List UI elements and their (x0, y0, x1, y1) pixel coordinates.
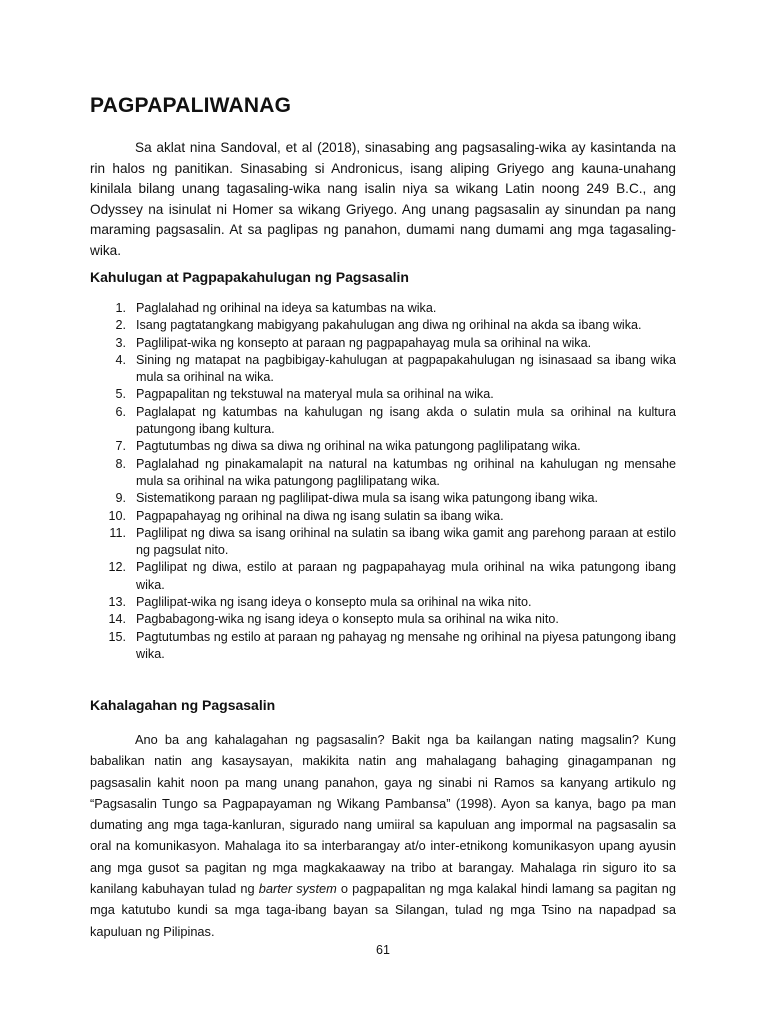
list-item-text: Paglalahad ng pinakamalapit na natural na katumbas ng orihinal na kahulugan ng mensahe mula sa orihinal na wika patungong paglilipatang wika. (136, 456, 676, 488)
section-heading-kahalagahan: Kahalagahan ng Pagsasalin (90, 697, 276, 713)
section-heading-kahulugan: Kahulugan at Pagpapakahulugan ng Pagsasalin (90, 269, 409, 285)
kahalagahan-paragraph (90, 729, 676, 942)
list-item (90, 404, 676, 439)
page-title: PAGPAPALIWANAG (90, 94, 292, 117)
list-item-number: 14. (108, 612, 126, 627)
list-item-number: 6. (115, 404, 126, 419)
list-item-text: Paglilipat ng diwa sa isang orihinal na sulatin sa ibang wika gamit ang parehong paraan at estilo ng pagsulat nito. (136, 525, 676, 558)
list-item-number: 2. (115, 318, 126, 333)
list-item-number: 5. (115, 387, 126, 402)
paragraph-text-continued: o pagpapalitan ng mga kalakal hindi lamang sa pagitan ng mga katutubo kundi sa mga taga-ibang bayan sa Silangan, tulad ng mga Tsino na napadpad sa kapuluan ng Pilipinas. (90, 881, 676, 939)
list-item (90, 508, 676, 525)
list-item (90, 335, 676, 352)
list-item-text: Paglalapat ng katumbas na kahulugan ng isang akda o sulatin mula sa orihinal na kultura patungong ibang kultura. (136, 404, 676, 437)
page-number: 61 (376, 943, 390, 957)
paragraph-text: Ano ba ang kahalagahan ng pagsasalin? Bakit nga ba kailangan nating magsalin? Kung babalikan natin ang kasaysayan, makikita natin ang mahalagang bahaging ginagampanan ng pagsasalin kahit noon pa mang unang panahon, gaya ng sinabi ni Ramos sa kanyang artikulo ng “Pagsasalin Tungo sa Pagpapayaman ng Wikang Pambansa” (1998). Ayon sa kanya, bago pa man dumating ang mga taga-kanluran, sigurado nang umiiral sa kapuluan ang impormal na pagsasalin sa oral na komunikasyon. Mahalaga ito sa interbarangay at/o inter-etnikong komunikasyon upang ayusin ang mga gusot sa pagitan ng mga magkakaaway na tribo at barangay. Mahalaga rin siguro ito sa kanilang kabuhayan tulad ng (90, 732, 676, 897)
list-item-text: Paglilipat ng diwa, estilo at paraan ng pagpapahayag mula orihinal na wika patungong ibang wika. (136, 560, 676, 592)
list-item-number: 3. (115, 335, 126, 350)
list-item (90, 438, 676, 455)
list-item (90, 490, 676, 507)
definitions-list (90, 300, 676, 663)
list-item-number: 12. (108, 560, 126, 575)
list-item (90, 386, 676, 403)
list-item-text: Sistematikong paraan ng paglilipat-diwa mula sa isang wika patungong ibang wika. (136, 491, 599, 506)
list-item (90, 611, 676, 628)
list-item (90, 594, 676, 611)
list-item-text: Pagtutumbas ng diwa sa diwa ng orihinal na wika patungong paglilipatang wika. (136, 439, 581, 454)
intro-paragraph: Sa aklat nina Sandoval, et al (2018), sinasabing ang pagsasaling-wika ay kasintanda na rin halos ng panitikan. Sinasabing si Andronicus, isang aliping Griyego ang kauna-unahang kinilala bilang unang tagasaling-wika nang isalin niya sa wikang Latin noong 249 B.C., ang Odyssey na isinulat ni Homer sa wikang Griyego. Ang unang pagsasalin ay sinundan pa nang maraming pagsasalin. At sa paglipas ng panahon, dumami nang dumami ang mga tagasaling-wika. (90, 140, 676, 258)
list-item-text: Paglalahad ng orihinal na ideya sa katumbas na wika. (136, 301, 437, 315)
list-item-number: 13. (108, 595, 126, 610)
list-item-text: Isang pagtatangkang mabigyang pakahulugan ang diwa ng orihinal na akda sa ibang wika. (136, 318, 642, 333)
list-item-text: Pagpapalitan ng tekstuwal na materyal mula sa orihinal na wika. (136, 387, 494, 402)
list-item-number: 9. (115, 491, 126, 506)
list-item (90, 525, 676, 560)
list-item (90, 317, 676, 334)
list-item-number: 15. (108, 629, 126, 644)
list-item-text: Pagtutumbas ng estilo at paraan ng pahayag ng mensahe ng orihinal na piyesa patungong ibang wika. (136, 629, 676, 661)
list-item (90, 559, 676, 594)
list-item-number: 7. (115, 439, 126, 454)
list-item-text: Paglilipat-wika ng konsepto at paraan ng pagpapahayag mula sa orihinal na wika. (136, 335, 592, 350)
list-item-number: 11. (109, 525, 126, 540)
list-item-text: Sining ng matapat na pagbibigay-kahulugan at pagpapakahulugan ng isinasaad sa ibang wika mula sa orihinal na wika. (136, 352, 676, 385)
list-item (90, 300, 676, 317)
list-item-number: 1. (115, 301, 126, 315)
list-item-text: Pagbabagong-wika ng isang ideya o konsepto mula sa orihinal na wika nito. (136, 612, 559, 627)
list-item (90, 352, 676, 387)
list-item-text: Pagpapahayag ng orihinal na diwa ng isang sulatin sa ibang wika. (136, 508, 504, 523)
list-item-number: 10. (108, 508, 126, 523)
list-item-number: 8. (115, 456, 126, 471)
italic-term: barter system (258, 881, 337, 897)
list-item-number: 4. (115, 352, 126, 367)
list-item-text: Paglilipat-wika ng isang ideya o konsepto mula sa orihinal na wika nito. (136, 595, 532, 610)
list-item (90, 629, 676, 664)
list-item (90, 456, 676, 491)
